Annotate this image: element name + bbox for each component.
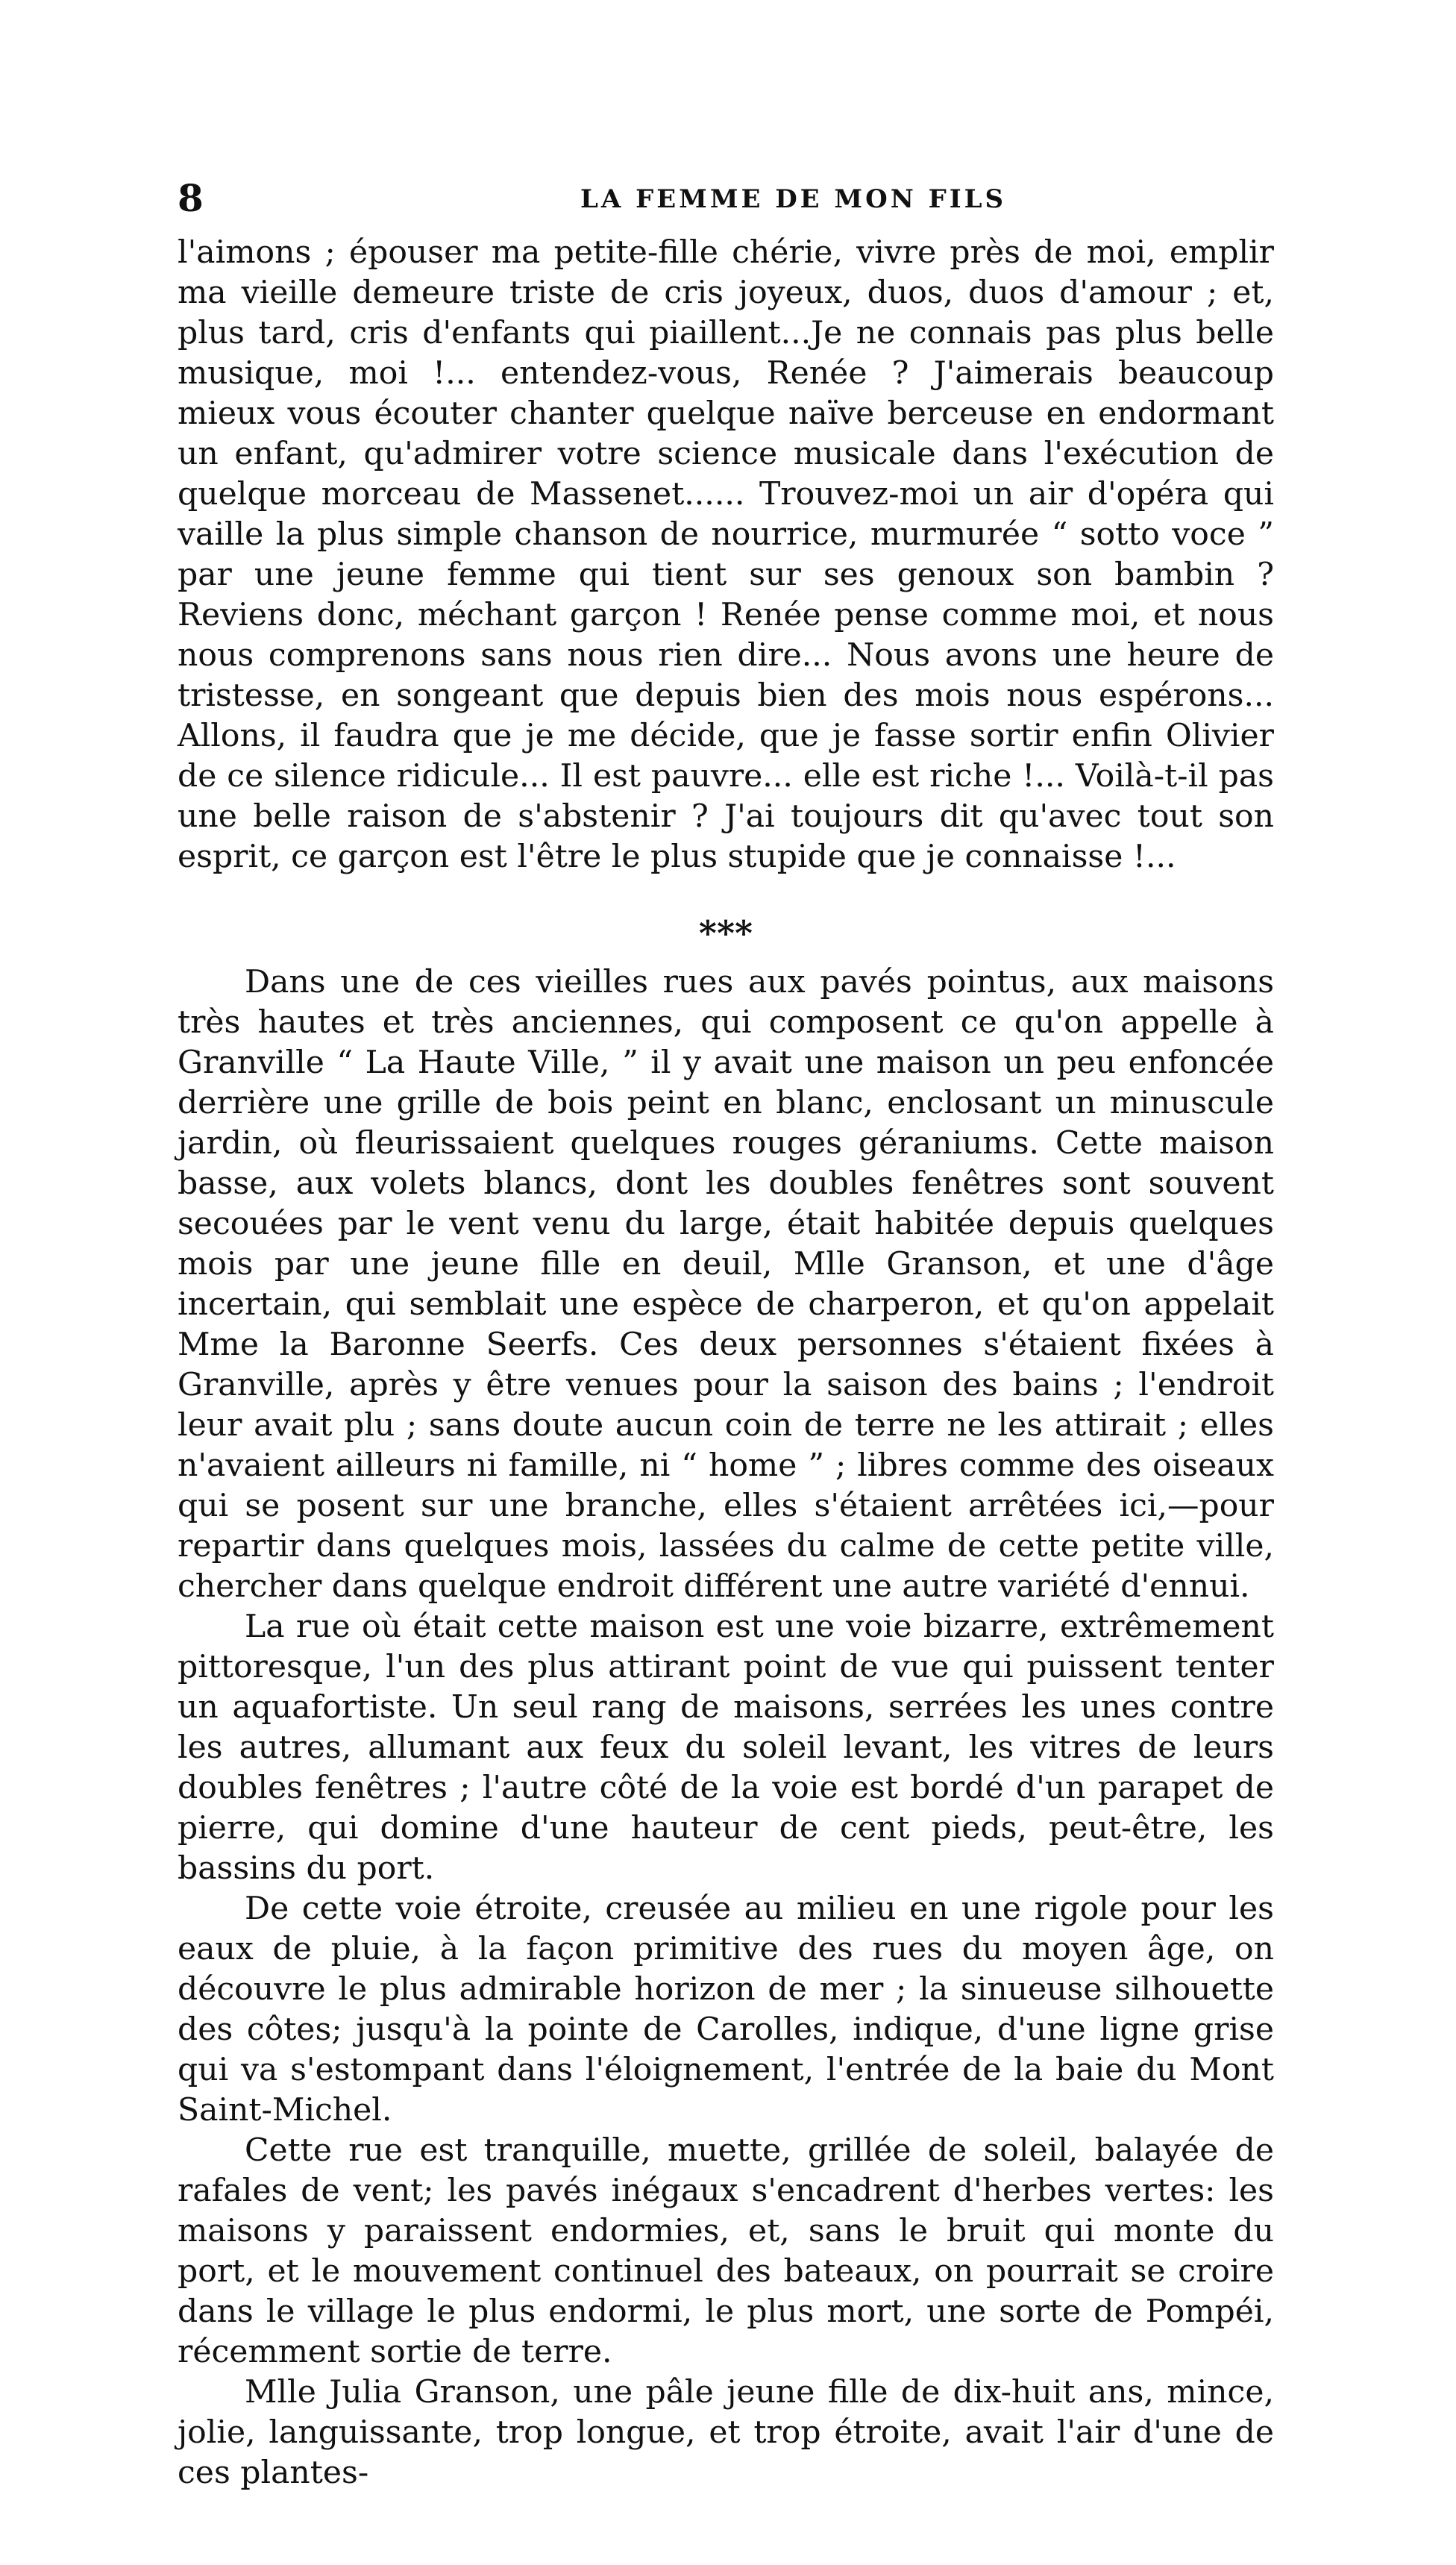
running-title: LA FEMME DE MON FILS (580, 184, 1007, 214)
section-separator: *** (698, 913, 753, 953)
page-header (178, 176, 1274, 221)
body-text (178, 233, 1274, 2493)
paragraph: Mlle Julia Granson, une pâle jeune fille de dix-huit ans, mince, jolie, languissante, trop longue, et trop étroite, avait l'air d'une de ces plantes- (178, 2374, 1274, 2491)
paragraph: Cette rue est tranquille, muette, grillée de soleil, balayée de rafales de vent; les pavés inégaux s'encadrent d'herbes vertes: les maisons y paraissent endormies, et, sans le bruit qui monte du port, et le mouvement continuel des bateaux, on pourrait se croire dans le village le plus endormi, le plus mort, une sorte de Pompéi, récemment sortie de terre. (178, 2132, 1274, 2370)
page-number: 8 (178, 176, 204, 220)
paragraph: De cette voie étroite, creusée au milieu en une rigole pour les eaux de pluie, à la façon primitive des rues du moyen âge, on découvre le plus admirable horizon de mer ; la sinueuse silhouette des côtes; jusqu'à la pointe de Carolles, indique, d'une ligne grise qui va s'estompant dans l'éloignement, l'entrée de la baie du Mont Saint-Michel. (178, 1891, 1274, 2129)
paragraph: La rue où était cette maison est une voie bizarre, extrêmement pittoresque, l'un des plus attirant point de vue qui puissent tenter un aquafortiste. Un seul rang de maisons, serrées les unes contre les autres, allumant aux feux du soleil levant, les vitres de leurs doubles fenêtres ; l'autre côté de la voie est bordé d'un parapet de pierre, qui domine d'une hauteur de cent pieds, peut-être, les bassins du port. (178, 1609, 1274, 1887)
paragraph-continuation: l'aimons ; épouser ma petite-fille chérie, vivre près de moi, emplir ma vieille demeure triste de cris joyeux, duos, duos d'amour ; et, plus tard, cris d'enfants qui piaillent...Je ne connais pas plus belle musique, moi !... entendez-vous, Renée ? J'aimerais beaucoup mieux vous écouter chanter quelque naïve berceuse en endormant un enfant, qu'admirer votre science musicale dans l'exécution de quelque morceau de Massenet...... Trouvez-moi un air d'opéra qui vaille la plus simple chanson de nourrice, murmurée “ sotto voce ” par une jeune femme qui tient sur ses genoux son bambin ? Reviens donc, méchant garçon ! Renée pense comme moi, et nous nous comprenons sans nous rien dire... Nous avons une heure de tristesse, en songeant que depuis bien des mois nous espérons... Allons, il faudra que je me décide, que je fasse sortir enfin Olivier de ce silence ridicule... Il est pauvre... elle est riche !... Voilà-t-il pas une belle raison de s'abstenir ? J'ai toujours dit qu'avec tout son esprit, ce garçon est l'être le plus stupide que je connaisse !... (178, 234, 1274, 875)
paragraph: Dans une de ces vieilles rues aux pavés pointus, aux maisons très hautes et très anciennes, qui composent ce qu'on appelle à Granville “ La Haute Ville, ” il y avait une maison un peu enfoncée derrière une grille de bois peint en blanc, enclosant un minuscule jardin, où fleurissaient quelques rouges géraniums. Cette maison basse, aux volets blancs, dont les doubles fenêtres sont souvent secouées par le vent venu du large, était habitée depuis quelques mois par une jeune fille en deuil, Mlle Granson, et une d'âge incertain, qui semblait une espèce de charperon, et qu'on appelait Mme la Baronne Seerfs. Ces deux personnes s'étaient fixées à Granville, après y être venues pour la saison des bains ; l'endroit leur avait plu ; sans doute aucun coin de terre ne les attirait ; elles n'avaient ailleurs ni famille, ni “ home ” ; libres comme des oiseaux qui se posent sur une branche, elles s'étaient arrêtées ici,—pour repartir dans quelques mois, lassées du calme de cette petite ville, chercher dans quelque endroit différent une autre variété d'ennui. (178, 964, 1274, 1605)
